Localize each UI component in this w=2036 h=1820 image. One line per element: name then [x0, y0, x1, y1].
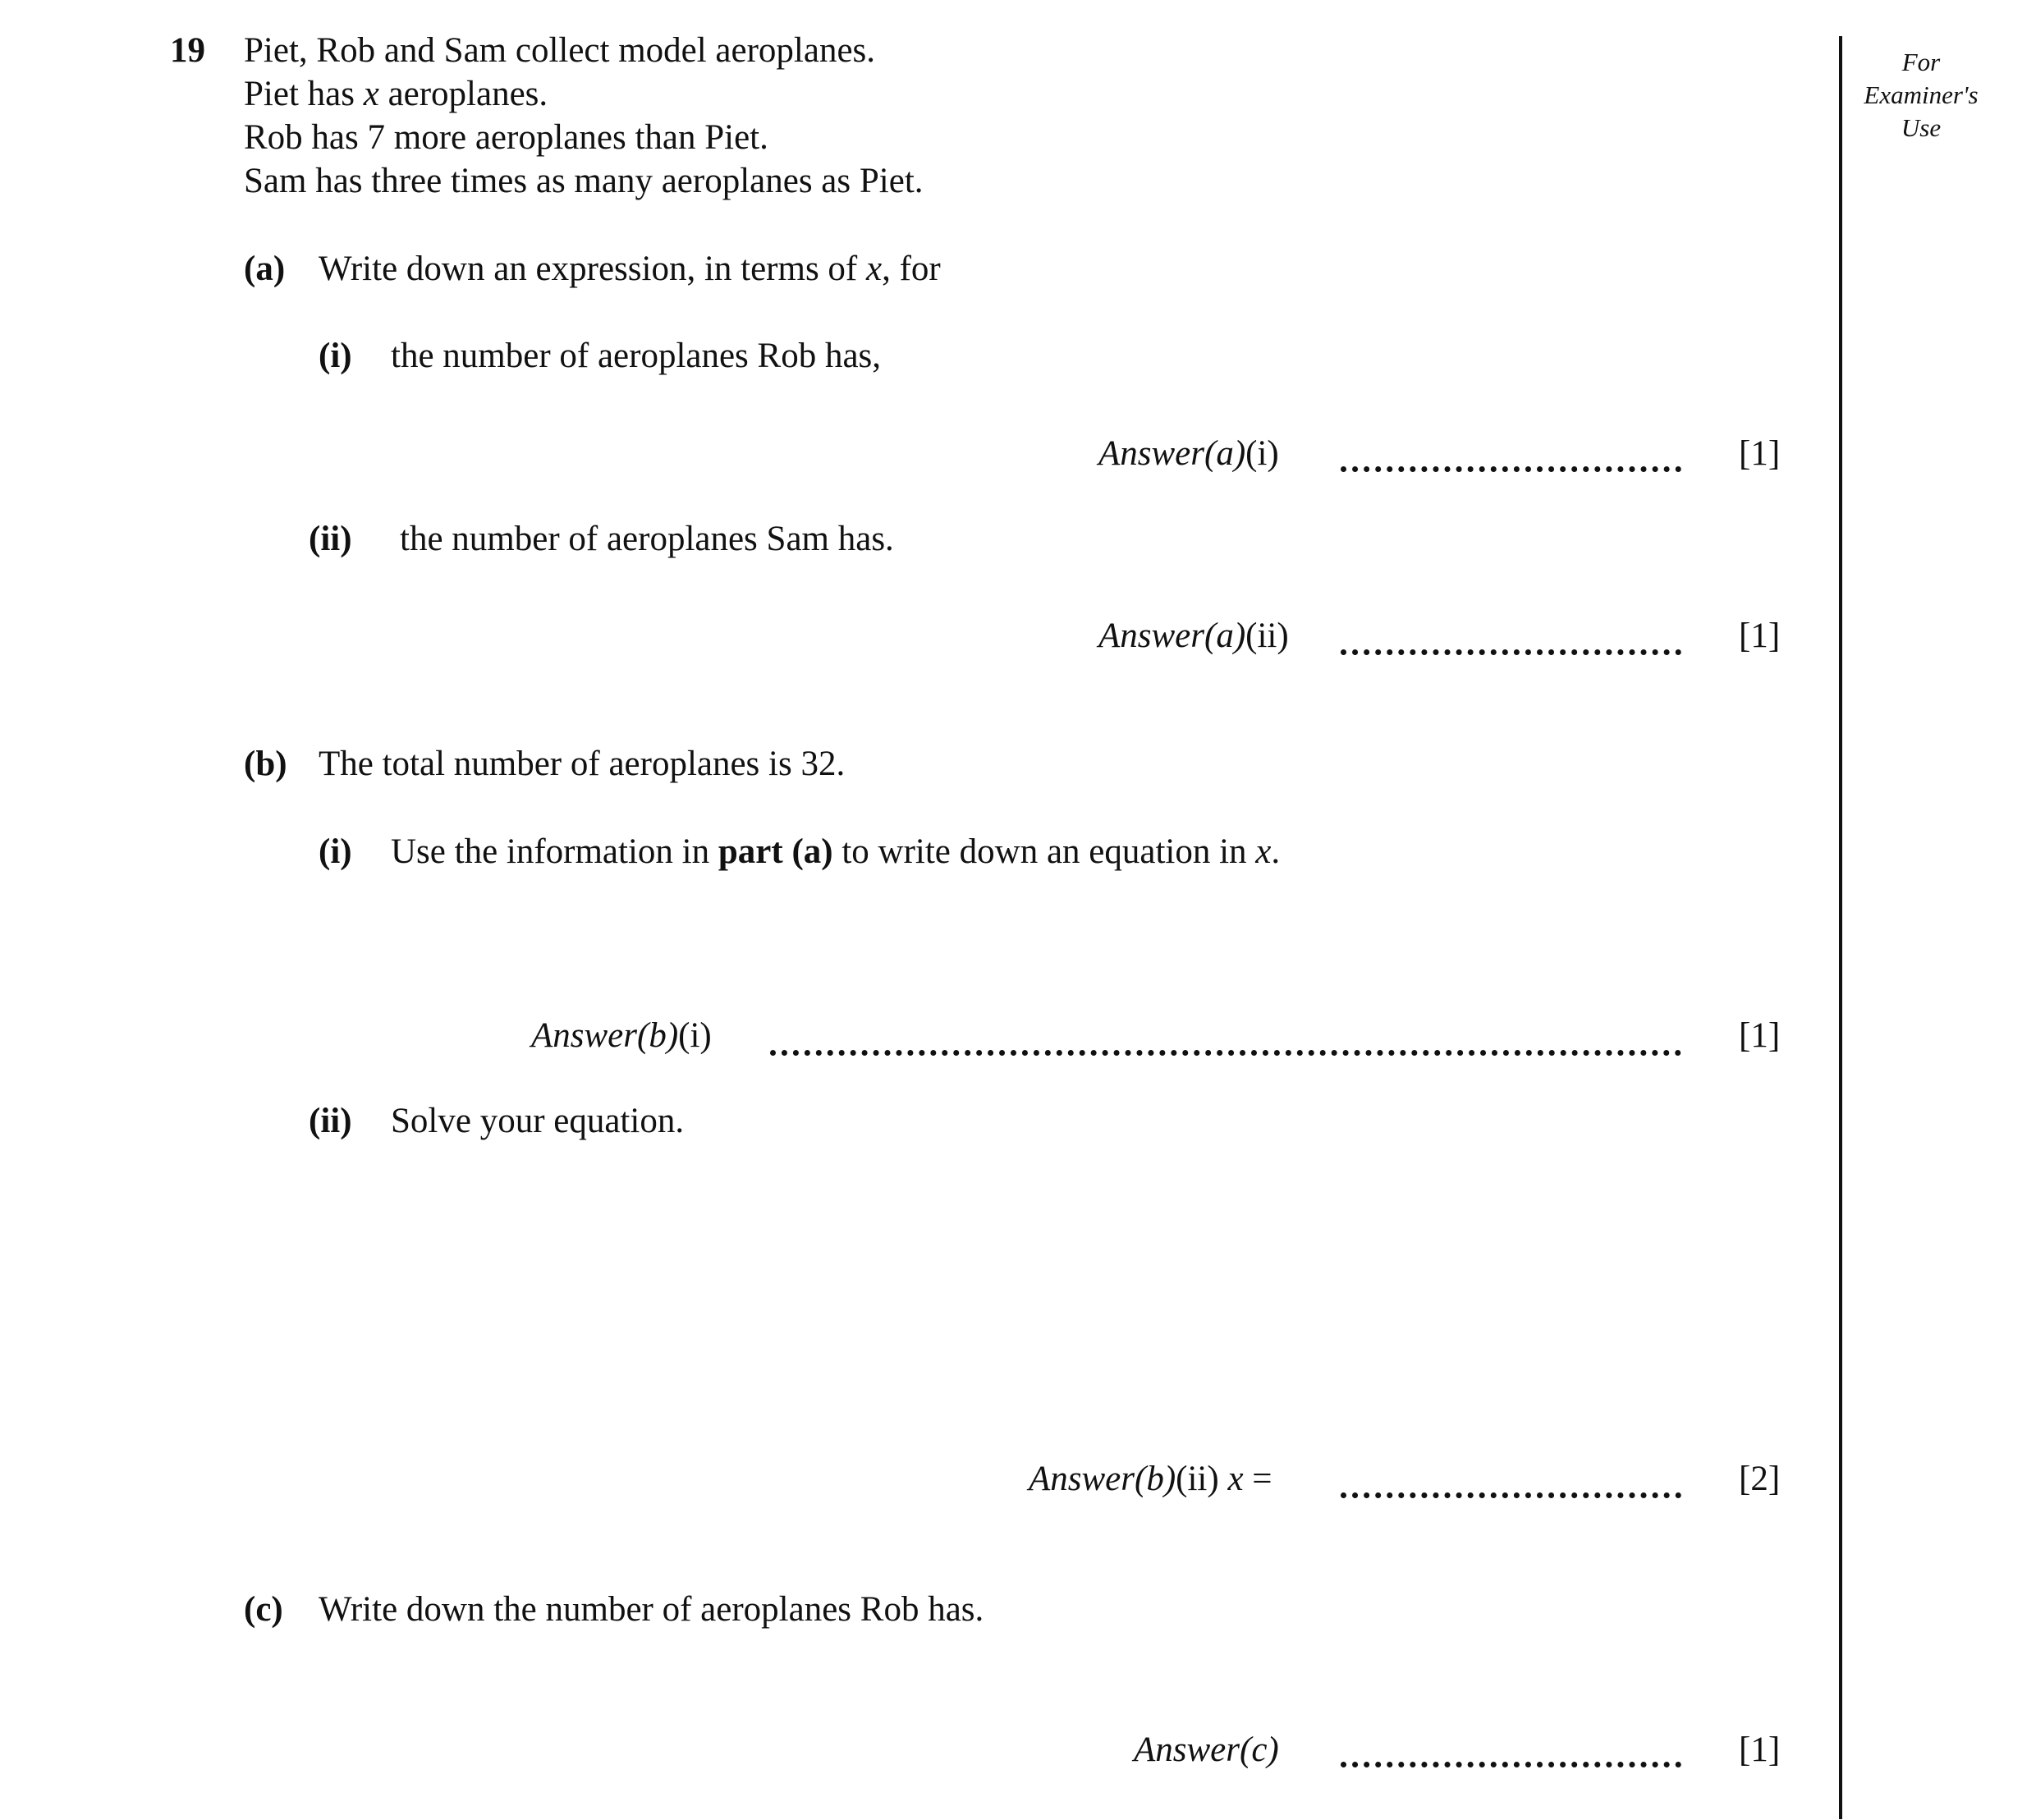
part-b-i-bold: part (a)	[718, 832, 833, 871]
answer-a-ii-italic: Answer(a)	[1098, 617, 1246, 655]
part-a-label: (a)	[244, 250, 286, 288]
part-b-i-text-pre: Use the information in	[391, 832, 718, 871]
answer-a-ii-line[interactable]	[1341, 649, 1681, 655]
intro-line-3: Rob has 7 more aeroplanes than Piet.	[244, 118, 768, 157]
answer-a-ii-label	[1098, 615, 1289, 658]
mark-c: [1]	[1739, 1731, 1781, 1769]
answer-a-i-italic: Answer(a)	[1098, 434, 1246, 473]
mark-a-i: [1]	[1739, 434, 1781, 473]
part-b-i-label: (i)	[319, 832, 352, 871]
examiner-line-1: For	[1901, 48, 1941, 76]
intro-line-2-pre: Piet has	[244, 75, 364, 113]
intro-line-2	[244, 73, 548, 116]
intro-line-1: Piet, Rob and Sam collect model aeroplanes.	[244, 31, 876, 70]
part-b-label: (b)	[244, 745, 287, 783]
part-b-i-text-end: .	[1271, 832, 1281, 871]
part-b-ii-text: Solve your equation.	[391, 1102, 685, 1140]
examiner-line-2: Examiner's	[1864, 80, 1979, 109]
part-a-ii-text: the number of aeroplanes Sam has.	[400, 520, 894, 558]
answer-a-i-rest: (i)	[1245, 434, 1279, 473]
answer-b-ii-line[interactable]	[1341, 1492, 1681, 1498]
part-a-text-pre: Write down an expression, in terms of	[319, 250, 867, 288]
question-number: 19	[170, 31, 205, 70]
answer-b-i-line[interactable]	[770, 1050, 1681, 1056]
mark-a-ii: [1]	[1739, 617, 1781, 655]
answer-b-i-rest: (i)	[678, 1016, 712, 1055]
answer-b-ii-italic: Answer(b)	[1029, 1460, 1176, 1498]
mark-b-i: [1]	[1739, 1016, 1781, 1055]
answer-c-label: Answer(c)	[1134, 1731, 1279, 1769]
answer-a-i-label	[1098, 433, 1279, 475]
part-a-ii-label: (ii)	[309, 520, 352, 558]
examiner-margin-rule	[1839, 36, 1842, 1819]
answer-b-ii-label	[1029, 1458, 1272, 1501]
answer-a-ii-rest: (ii)	[1245, 617, 1289, 655]
part-c-text: Write down the number of aeroplanes Rob has.	[319, 1590, 984, 1629]
part-b-ii-label: (ii)	[309, 1102, 352, 1140]
answer-b-ii-rest: (ii)	[1176, 1460, 1228, 1498]
intro-line-2-post: aeroplanes.	[378, 75, 548, 113]
examiner-use-label	[1839, 46, 2003, 144]
answer-b-i-italic: Answer(b)	[531, 1016, 679, 1055]
part-b-i-variable: x	[1255, 832, 1272, 871]
part-a-i-label: (i)	[319, 337, 352, 375]
part-b-i-text-post: to write down an equation in	[832, 832, 1256, 871]
examiner-line-3: Use	[1901, 113, 1942, 142]
part-a-variable: x	[866, 250, 883, 288]
answer-c-line[interactable]	[1341, 1762, 1681, 1767]
answer-b-ii-eq: =	[1243, 1460, 1272, 1498]
part-c-label: (c)	[244, 1590, 283, 1629]
part-a-text	[319, 248, 941, 291]
mark-b-ii: [2]	[1739, 1460, 1781, 1498]
answer-b-i-label	[531, 1015, 712, 1057]
part-a-text-post: , for	[882, 250, 941, 288]
answer-a-i-line[interactable]	[1341, 466, 1681, 472]
part-b-i-text	[391, 831, 1280, 873]
part-b-text: The total number of aeroplanes is 32.	[319, 745, 846, 783]
variable-x: x	[363, 75, 379, 113]
intro-line-4: Sam has three times as many aeroplanes as Piet.	[244, 162, 924, 200]
part-a-i-text: the number of aeroplanes Rob has,	[391, 337, 882, 375]
answer-b-ii-variable: x	[1227, 1460, 1244, 1498]
